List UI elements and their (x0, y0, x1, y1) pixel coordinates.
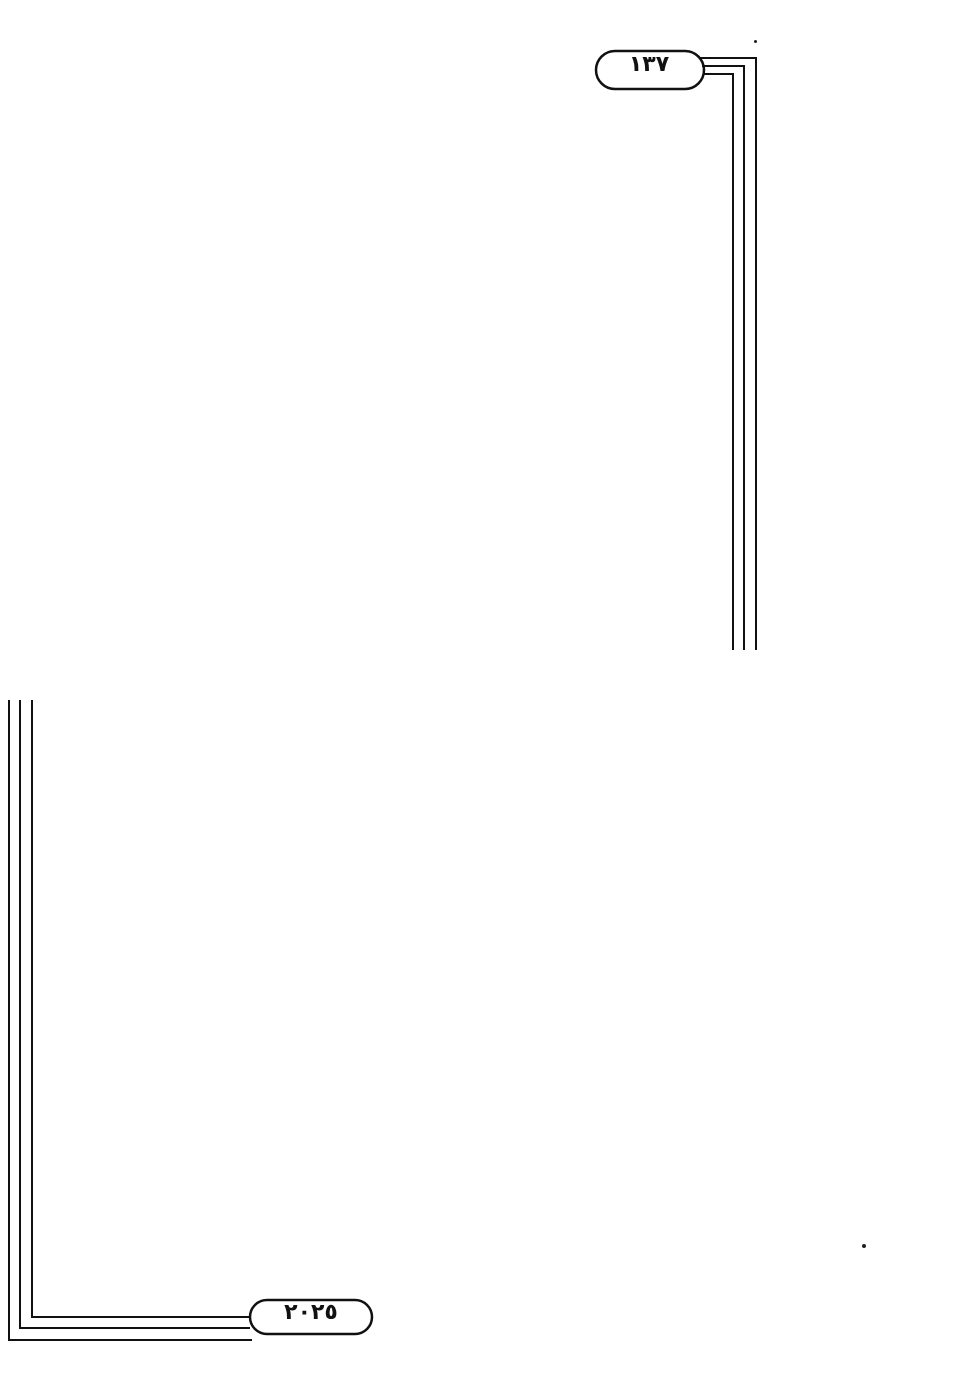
bottom-frame-line-inner (32, 700, 250, 1317)
stray-dot-mark (862, 1244, 866, 1248)
footer-page-number: ٢٠٢٥ (284, 1300, 338, 1325)
top-frame-line-middle (702, 66, 744, 650)
bottom-frame-line-outer (9, 700, 252, 1340)
top-frame-line-outer (700, 58, 756, 650)
header-page-number: ١٣٧ (628, 52, 670, 77)
top-frame-line-inner (703, 74, 733, 650)
stray-dot-mark-top (754, 40, 757, 43)
bottom-frame-line-middle (20, 700, 250, 1328)
